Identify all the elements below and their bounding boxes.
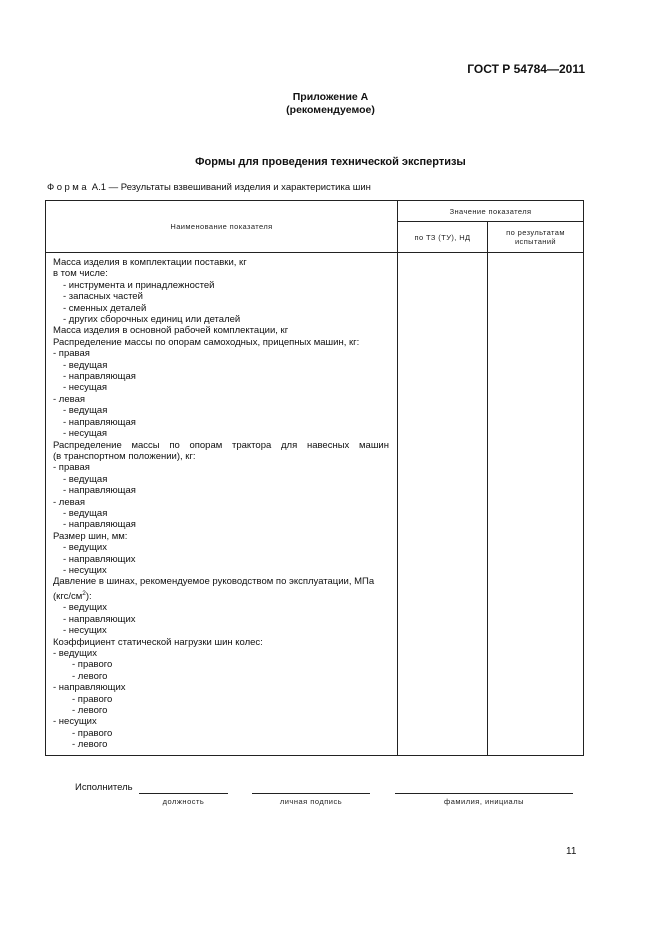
- row-spare-parts: - запасных частей: [63, 291, 143, 303]
- row-right-wheel: - правого: [72, 727, 113, 739]
- name-caption: фамилия, инициалы: [444, 797, 524, 806]
- appendix-heading: [0, 91, 661, 117]
- signature-line[interactable]: [252, 793, 370, 794]
- row-replaceable-parts: - сменных деталей: [63, 302, 147, 314]
- unit-close: ):: [85, 590, 92, 602]
- row-driving: - ведущая: [63, 507, 108, 519]
- form-caption: [47, 182, 371, 193]
- row-tire-pressure: Давление в шинах, рекомендуемое руководством по эксплуатации, МПа: [53, 576, 375, 588]
- page-number: 11: [566, 846, 577, 857]
- section-title: Формы для проведения технической экспертизы: [195, 156, 466, 168]
- indicator-list-cell: [46, 253, 398, 756]
- row-driving: - ведущая: [63, 405, 108, 417]
- row-driving: - ведущая: [63, 473, 108, 485]
- row-left-wheel: - левого: [72, 670, 108, 682]
- row-right: - правая: [53, 348, 90, 360]
- row-steering: - направляющая: [63, 485, 136, 497]
- row-steering: - направляющая: [63, 416, 136, 428]
- row-steering-pl: - направляющих: [63, 553, 136, 565]
- unit-superscript: 2: [82, 589, 86, 597]
- row-including: в том числе:: [53, 268, 108, 280]
- row-pressure-units: [53, 588, 397, 603]
- row-left: - левая: [53, 393, 85, 405]
- row-carrying-pl: - несущих: [63, 564, 107, 576]
- row-right-wheel: - правого: [72, 659, 113, 671]
- row-mass-delivery: Масса изделия в комплектации поставки, кг: [53, 257, 247, 268]
- row-driving-pl: - ведущих: [63, 602, 107, 614]
- results-table: [45, 200, 584, 756]
- appendix-subtitle: (рекомендуемое): [286, 104, 375, 116]
- row-carrying: - несущая: [63, 382, 108, 394]
- row-driving-pl: - ведущих: [53, 647, 97, 659]
- row-mass-distribution-tractor: Распределение массы по опорам трактора для навесных машин: [53, 439, 389, 451]
- row-left: - левая: [53, 496, 85, 508]
- row-tire-size: Размер шин, мм:: [53, 530, 128, 542]
- position-caption: должность: [162, 797, 205, 806]
- header-indicator-name: Наименование показателя: [46, 201, 398, 253]
- header-tz: по ТЗ (ТУ), НД: [398, 222, 488, 253]
- row-carrying-pl: - несущих: [63, 625, 107, 637]
- executor-label: Исполнитель: [75, 782, 133, 793]
- value-tz-cell[interactable]: [398, 253, 488, 756]
- value-test-cell[interactable]: [488, 253, 584, 756]
- row-static-load: Коэффициент статической нагрузки шин колес:: [53, 636, 263, 648]
- row-carrying: - несущая: [63, 428, 108, 440]
- unit-text: (кгс/см: [53, 590, 83, 602]
- row-left-wheel: - левого: [72, 739, 108, 751]
- position-line[interactable]: [139, 793, 228, 794]
- row-mass-working: Масса изделия в основной рабочей комплектации, кг: [53, 325, 289, 337]
- header-test-results: по результатам испытаний: [488, 222, 584, 253]
- appendix-title: Приложение А: [292, 91, 369, 103]
- standard-code: ГОСТ Р 54784—2011: [467, 62, 585, 76]
- header-value-group: Значение показателя: [398, 201, 584, 222]
- row-transport-position: (в транспортном положении), кг:: [53, 450, 196, 462]
- row-steering-pl: - направляющих: [63, 613, 136, 625]
- row-other-assemblies: - других сборочных единиц или деталей: [63, 314, 241, 326]
- row-left-wheel: - левого: [72, 705, 108, 716]
- row-carrying-pl: - несущих: [53, 716, 97, 728]
- row-driving: - ведущая: [63, 359, 108, 371]
- form-caption-text: А.1 — Результаты взвешиваний изделия и характеристика шин: [89, 182, 371, 193]
- row-steering-pl: - направляющих: [53, 682, 126, 694]
- name-line[interactable]: [395, 793, 573, 794]
- row-driving-pl: - ведущих: [63, 542, 107, 554]
- row-mass-distribution-self: Распределение массы по опорам самоходных, прицепных машин, кг:: [53, 336, 360, 348]
- row-tools: - инструмента и принадлежностей: [63, 279, 215, 291]
- row-right: - правая: [53, 462, 90, 474]
- row-steering: - направляющая: [63, 519, 136, 531]
- form-caption-prefix: Форма: [47, 182, 90, 193]
- signature-caption: личная подпись: [279, 797, 343, 806]
- row-right-wheel: - правого: [72, 693, 113, 705]
- row-steering: - направляющая: [63, 371, 136, 383]
